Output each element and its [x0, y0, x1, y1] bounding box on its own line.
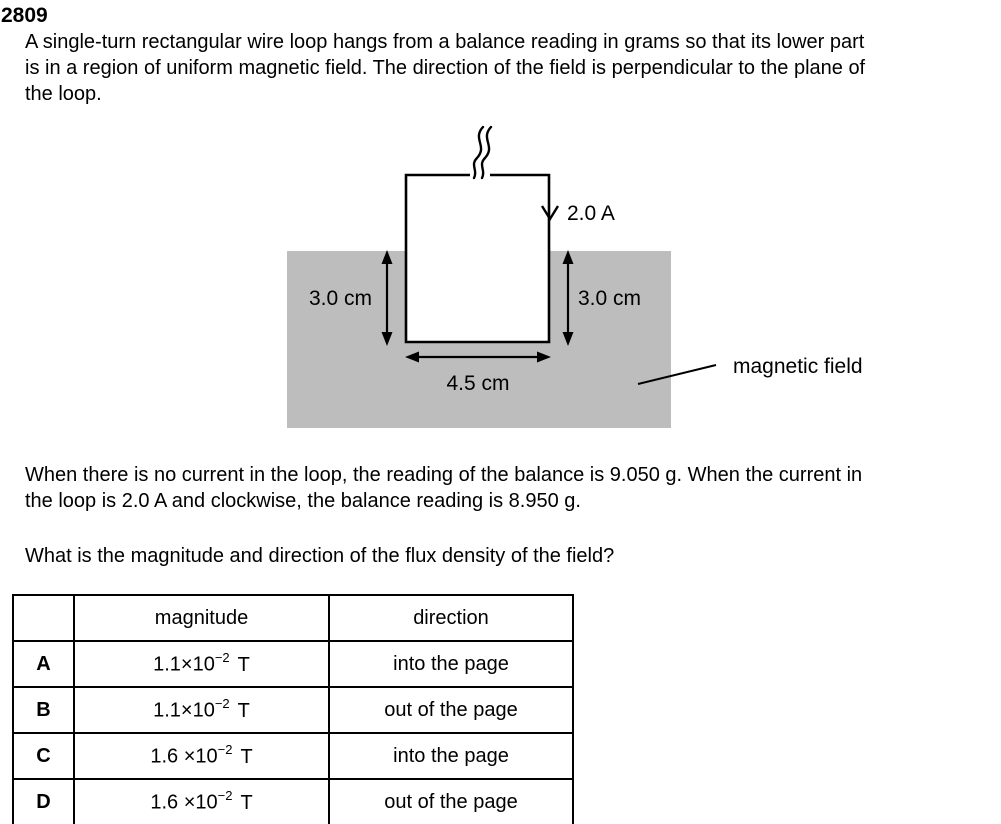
question-number: 2809	[1, 4, 48, 27]
option-label: C	[13, 733, 74, 779]
intro-line: is in a region of uniform magnetic field. The direction of the field is perpendicular to the plane of	[25, 57, 866, 79]
option-label: D	[13, 779, 74, 824]
table-row-option-a	[13, 641, 573, 687]
squiggle-icon	[474, 127, 491, 178]
option-magnitude: $1.6 \times 10^{-2}$ T	[74, 733, 329, 779]
field-label: magnetic field	[733, 355, 863, 378]
option-direction: into the page	[329, 641, 573, 687]
option-magnitude: $1.1\times 10^{-2}$ T	[74, 641, 329, 687]
option-magnitude: $1.6 \times 10^{-2}$ T	[74, 779, 329, 824]
loop-field-diagram	[0, 118, 1001, 450]
header-magnitude: magnitude	[74, 595, 329, 641]
intro-paragraph	[25, 29, 865, 107]
height-label-left: 3.0 cm	[308, 287, 372, 310]
option-magnitude: $1.1\times 10^{-2}$ T	[74, 687, 329, 733]
option-label: A	[13, 641, 74, 687]
loop-interior	[406, 175, 549, 342]
option-direction: out of the page	[329, 687, 573, 733]
current-label: 2.0 A	[567, 202, 615, 225]
width-label: 4.5 cm	[446, 372, 510, 395]
table-row-option-c	[13, 733, 573, 779]
header-direction: direction	[329, 595, 573, 641]
table-row-option-b	[13, 687, 573, 733]
option-label: B	[13, 687, 74, 733]
observation-line: When there is no current in the loop, the reading of the balance is 9.050 g. When the current in	[25, 464, 863, 486]
height-label-right: 3.0 cm	[578, 287, 642, 310]
intro-line: the loop.	[25, 83, 102, 105]
table-row-option-d	[13, 779, 573, 824]
question-text: What is the magnitude and direction of the flux density of the field?	[25, 545, 615, 567]
observation-line: the loop is 2.0 A and clockwise, the balance reading is 8.950 g.	[25, 490, 581, 512]
header-blank	[13, 595, 74, 641]
intro-line: A single-turn rectangular wire loop hangs from a balance reading in grams so that its lower part	[25, 31, 865, 53]
answer-options-table	[12, 594, 574, 824]
table-header-row	[13, 595, 573, 641]
observation-paragraph	[25, 462, 862, 514]
option-direction: out of the page	[329, 779, 573, 824]
option-direction: into the page	[329, 733, 573, 779]
